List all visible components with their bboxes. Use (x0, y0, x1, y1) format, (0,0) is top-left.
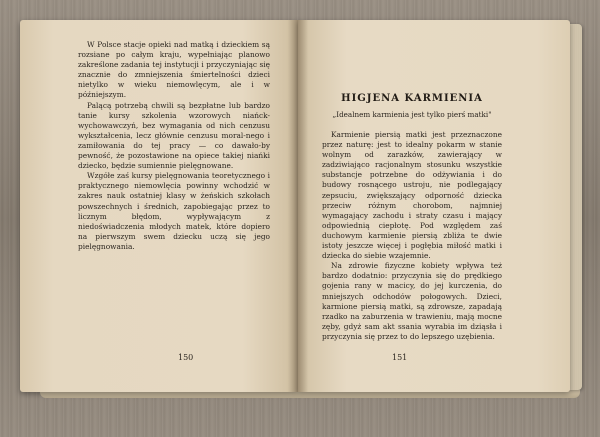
right-paragraph-1: Karmienie piersią matki jest przeznaczone przez naturę: jest to idealny pokarm w stanie wolnym od zarazków, zawierający w zadziwiająco racjonalnym stosunku wszystkie substancje potrzebne do odżywiania i do budowy rosnącego ustroju, nie podlegający zepsuciu, zwiększający odporność dziecka przeciw różnym chorobom, najmniej wymagający zachodu i straty czasu i mający odpowiednią ciepłotę. Pod względem zaś duchowym karmienie piersią zbliża te dwie istoty jeszcze więcej i pogłębia miłość matki i dziecka do siebie wzajemnie. (322, 130, 502, 261)
left-paragraph-1: W Polsce stacje opieki nad matką i dzieckiem są rozsiane po całym kraju, wypełniając planowo zakreślone zadania tej instytucji i przyczyniając się znacznie do zmniejszenia śmiertelności dzieci nietylko w wieku niemowlęcym, ale i w późniejszym. (78, 40, 270, 100)
left-page-text (78, 40, 270, 252)
right-page-text (322, 130, 502, 342)
chapter-motto: „Idealnem karmienia jest tylko pierś matki" (332, 110, 492, 119)
page-block-edge (568, 24, 582, 390)
right-paragraph-2: Na zdrowie fizyczne kobiety wpływa też bardzo dodatnio: przyczynia się do prędkiego gojenia rany w macicy, do jej kurczenia, do mniejszych odchodów połogowych. Dzieci, karmione piersią matki, są zdrowsze, zapadają rzadko na zaburzenia w trawieniu, mają mocne zęby, gdyż sam akt ssania wyrabia im dziąsła i przyczynia się przez to do lepszego uzębienia. (322, 261, 502, 341)
left-page-number: 150 (178, 353, 194, 362)
chapter-title: HIGJENA KARMIENIA (341, 93, 483, 104)
book-gutter (288, 20, 308, 392)
right-page-number: 151 (392, 353, 408, 362)
left-paragraph-3: Wzgółe zaś kursy pielęgnowania teoretycznego i praktycznego niemowlęcia powinny wchodzić w zakres nauk ostatniej klasy w żeńskich szkołach powszechnych i średnich, zapobiegając przez to licznym błędom, wypływającym z niedoświadczenia młodych matek, które dopiero na pierwszym swem dziecku uczą się jego pielęgnowania. (78, 171, 270, 251)
left-paragraph-2: Palącą potrzebą chwili są bezpłatne lub bardzo tanie kursy szkolenia wzorowych niańck-wychowawczyń, bez wymagania od nich cenzusu wykształcenia, lecz głównie cenzusu moral-nego i zamiłowania do tej pracy — co dawało-by pewność, że pozostawione na opiece takiej niańki dziecko, będzie sumiennie pielęgnowane. (78, 100, 270, 171)
